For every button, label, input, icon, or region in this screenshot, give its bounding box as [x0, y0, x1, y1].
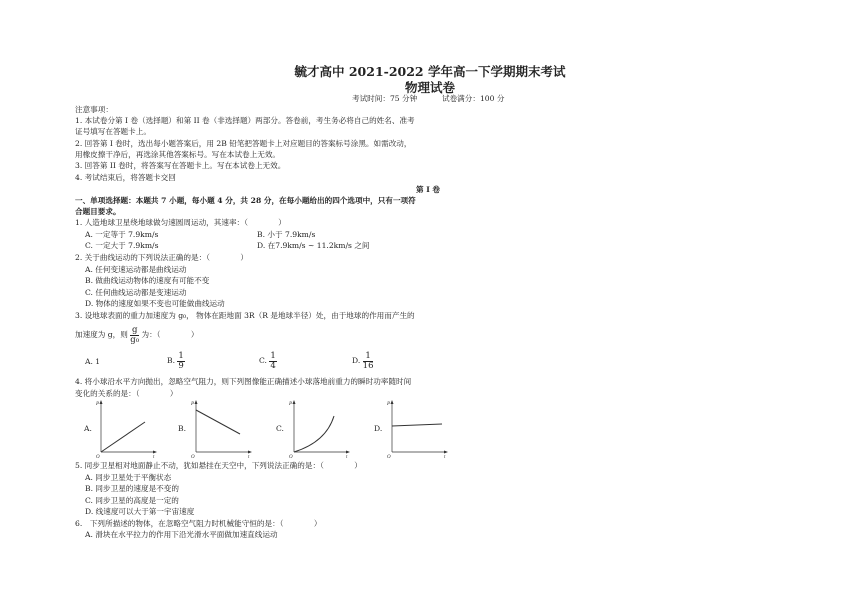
- section-label: 第 I 卷: [416, 185, 441, 194]
- q3-option-a: A. 1: [85, 357, 101, 366]
- note-4: 4. 考试结束后，将答题卡交回: [75, 173, 176, 182]
- q4-graph-c-y-label: P: [289, 402, 293, 407]
- q4-graph-b-origin: O: [191, 455, 195, 460]
- notes-heading: 注意事项：: [75, 105, 113, 114]
- q6-stem: 6. 下列所描述的物体，在忽略空气阻力时机械能守恒的是：（ ）: [75, 519, 322, 528]
- q4-graph-d-y-label: P: [387, 402, 391, 407]
- q4-graph-d-origin: O: [387, 455, 391, 460]
- q4-graph-b: [190, 398, 254, 458]
- note-1: 1. 本试卷分第 I 卷（选择题）和第 II 卷（非选择题）两部分。答卷前，考生务必将自己的姓名、准考: [75, 116, 415, 125]
- q3-option-d-label: D.: [352, 356, 361, 365]
- q3-option-d: [352, 347, 373, 375]
- note-3: 3. 回答第 II 卷时，将答案写在答题卡上。写在本试卷上无效。: [75, 161, 286, 170]
- q4-stem: 4. 将小球沿水平方向抛出，忽略空气阻力，则下列图像能正确描述小球落地前重力的瞬时功率随时间: [75, 377, 412, 386]
- q3-option-c-num: 1: [270, 350, 276, 361]
- q6-option-a: A. 滑块在水平拉力的作用下沿光滑水平面做加速直线运动: [85, 530, 278, 539]
- q3-option-b-num: 1: [178, 350, 184, 361]
- q3-stem-cont: [75, 325, 199, 345]
- q3-stem-cont-b: 为：（ ）: [141, 330, 199, 339]
- q3-ratio-numerator: g: [131, 324, 138, 335]
- section-heading: 一、单项选择题：本题共 7 小题，每小题 4 分，共 28 分，在每小题给出的四个选项中，只有一项符: [75, 196, 416, 205]
- full-score: 试卷满分：100 分: [442, 94, 505, 103]
- q3-option-c-label: C.: [259, 356, 267, 365]
- q5-stem: 5. 同步卫星相对地面静止不动，犹如悬挂在天空中，下列说法正确的是：（ ）: [75, 461, 362, 470]
- q5-option-a: A. 同步卫星处于平衡状态: [85, 473, 172, 482]
- q2-option-d: D. 物体的速度如果不变也可能做曲线运动: [85, 299, 225, 308]
- q4-graph-b-x-label: t: [248, 455, 250, 460]
- q4-graph-a: [95, 398, 159, 458]
- q3-option-d-den: 16: [362, 360, 374, 371]
- q4-graph-c: [288, 398, 352, 458]
- q4-graph-c-x-label: t: [346, 455, 348, 460]
- q1-option-d: D. 在7.9km/s ~ 11.2km/s 之间: [257, 241, 370, 250]
- q3-option-b-fraction: [177, 352, 184, 371]
- q2-option-b: B. 做曲线运动物体的速度有可能不变: [85, 276, 210, 285]
- q3-stem-cont-a: 加速度为 g，则: [75, 330, 128, 339]
- q4-graph-d-x-label: t: [444, 455, 446, 460]
- q4-stem-cont: 变化的关系的是：（ ）: [75, 389, 178, 398]
- q1-option-c: C. 一定大于 7.9km/s: [85, 241, 159, 250]
- note-1-cont: 证号填写在答题卡上。: [75, 127, 151, 136]
- q4-option-b-label: B.: [178, 424, 186, 433]
- q2-option-a: A. 任何变速运动都是曲线运动: [85, 265, 187, 274]
- q4-graph-c-origin: O: [289, 455, 293, 460]
- note-2: 2. 回答第 I 卷时，选出每小题答案后，用 2B 铅笔把答题卡上对应题目的答案标号涂黑。如需改动，: [75, 139, 412, 148]
- q5-option-c: C. 同步卫星的高度是一定的: [85, 496, 179, 505]
- q3-option-c: [259, 347, 277, 375]
- q1-option-b: B. 小于 7.9km/s: [257, 230, 316, 239]
- q5-option-b: B. 同步卫星的速度是不变的: [85, 484, 179, 493]
- q3-option-d-num: 1: [363, 352, 374, 362]
- q3-option-c-den: 4: [270, 360, 276, 371]
- q4-graph-b-y-label: P: [191, 402, 195, 407]
- q4-graph-d: [386, 398, 450, 458]
- section-heading-cont: 合题目要求。: [75, 207, 121, 216]
- q5-option-d: D. 线速度可以大于第一宇宙速度: [85, 507, 195, 516]
- exam-title: 毓才高中 2021-2022 学年高一下学期期末考试: [294, 64, 566, 79]
- exam-subtitle: 物理试卷: [404, 80, 455, 95]
- q2-stem: 2. 关于曲线运动的下列说法正确的是：（ ）: [75, 253, 248, 262]
- q3-ratio-denominator: g₀: [130, 334, 140, 345]
- q3-ratio-fraction: [130, 326, 139, 345]
- q4-graph-a-origin: O: [96, 455, 100, 460]
- q4-graph-a-y-label: P: [96, 402, 100, 407]
- q3-option-b: [167, 347, 185, 375]
- q3-option-d-fraction: [363, 352, 374, 371]
- q3-option-b-den: 9: [178, 360, 184, 371]
- q2-option-c: C. 任何曲线运动都是变速运动: [85, 288, 187, 297]
- q4-option-c-label: C.: [276, 424, 284, 433]
- q4-option-a-label: A.: [84, 424, 92, 433]
- q4-option-d-label: D.: [374, 424, 383, 433]
- q4-graph-a-x-label: t: [153, 455, 155, 460]
- note-2-cont: 用橡皮擦干净后，再选涂其他答案标号。写在本试卷上无效。: [75, 150, 281, 159]
- q3-stem: 3. 设地球表面的重力加速度为 g₀， 物体在距地面 3R（R 是地球半径）处，由于地球的作用而产生的: [75, 311, 415, 320]
- q1-option-a: A. 一定等于 7.9km/s: [85, 230, 159, 239]
- q3-option-b-label: B.: [167, 356, 175, 365]
- exam-time: 考试时间：75 分钟: [352, 94, 418, 103]
- q3-option-c-fraction: [269, 352, 276, 371]
- q1-stem: 1. 人造地球卫星绕地球做匀速圆周运动，其速率：（ ）: [75, 218, 286, 227]
